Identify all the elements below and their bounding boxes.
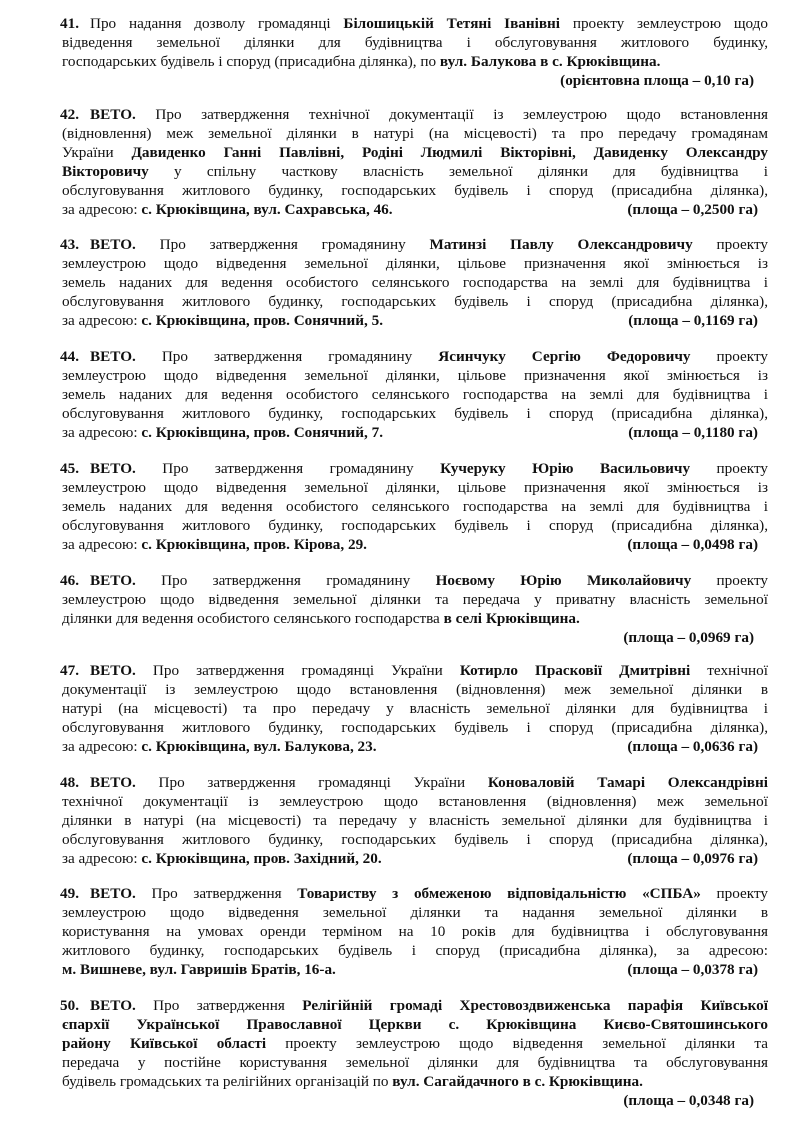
resolution-item (62, 235, 768, 330)
text-run: за адресою: (62, 201, 142, 218)
text-run: технічної (690, 662, 768, 679)
text-run: відведення земельної ділянки для будівництва і обслуговування житлового будинку, (62, 34, 768, 51)
bold-run: Давиденко Ганні Павлівні, Родіні Людмилі Вікторівні, Давиденку Олександру (131, 144, 769, 161)
bold-run: ВЕТО. (90, 348, 136, 365)
resolution-item (62, 996, 768, 1110)
bold-run: с. Крюківщина, вул. Балукова, 23. (141, 738, 377, 755)
address-row (62, 737, 768, 756)
address-line (62, 423, 383, 442)
text-run: обслуговування житлового будинку, господарських будівель і споруд (присадибна ділянка), (62, 293, 768, 310)
resolution-item (62, 571, 768, 647)
area-label: (площа – 0,0976 га) (627, 850, 758, 867)
text-run: за адресою: (62, 424, 142, 441)
resolution-item (62, 773, 768, 868)
text-run: за адресою: (62, 536, 142, 553)
text-line (62, 14, 768, 33)
bold-run: Котирло Прасковії Дмитрівні (459, 662, 691, 679)
text-run: обслуговування житлового будинку, господарських будівель і споруд (присадибна ділянка), (62, 831, 768, 848)
bold-run: Матинзі Павлу Олександровичу (429, 236, 693, 253)
text-run: ділянки в натурі (на місцевості) та передачу у власність земельної ділянки для будівництва і (62, 812, 768, 829)
text-line (62, 385, 768, 404)
text-line (62, 292, 768, 311)
resolution-item (62, 661, 768, 756)
area-label: (площа – 0,0498 га) (627, 536, 758, 553)
bold-run: Ноєвому Юрію Миколайовичу (435, 572, 692, 589)
text-run: обслуговування житлового будинку, господарських будівель і споруд (присадибна ділянка), (62, 405, 768, 422)
text-line (62, 404, 768, 423)
text-line (62, 254, 768, 273)
address-line (62, 311, 383, 330)
area-label: (площа – 0,1169 га) (628, 312, 758, 329)
address-row (62, 535, 768, 554)
text-line (62, 680, 768, 699)
bold-run: Релігійній громаді Хрестовоздвиженська парафія Київської (302, 997, 768, 1014)
text-run: проекту землеустрою щодо відведення земельної ділянки та (266, 1035, 768, 1052)
text-run: земель наданих для ведення особистого селянського господарства на землі для будівництва і (62, 274, 768, 291)
bold-run: ВЕТО. (90, 885, 136, 902)
text-line (62, 590, 768, 609)
text-line (62, 124, 768, 143)
text-line (62, 661, 768, 680)
bold-run: ВЕТО. (90, 106, 136, 123)
text-run: натурі (на місцевості) та про передачу у власність земельної ділянки для будівництва і (62, 700, 768, 717)
text-line (62, 478, 768, 497)
text-line (62, 143, 768, 162)
bold-run: с. Крюківщина, пров. Кірова, 29. (141, 536, 367, 553)
area-label: (орієнтовна площа – 0,10 га) (560, 72, 754, 89)
bold-run: ВЕТО. (90, 572, 136, 589)
area-label: (площа – 0,0378 га) (627, 961, 758, 978)
bold-run: м. Вишневе, вул. Гавришів Братів, 16-а. (62, 961, 336, 978)
text-line (62, 718, 768, 737)
resolution-item (62, 459, 768, 554)
bold-run: Ясинчуку Сергію Федоровичу (438, 348, 691, 365)
text-run: України (62, 144, 132, 161)
text-line (62, 773, 768, 792)
text-line (62, 884, 768, 903)
text-line (62, 571, 768, 590)
text-run: Про затвердження (135, 997, 303, 1014)
bold-run: вул. Балукова в с. Крюківщина. (439, 53, 661, 70)
text-run: за адресою: (62, 850, 142, 867)
text-line (62, 105, 768, 124)
resolution-item (62, 14, 768, 90)
text-line (62, 1034, 768, 1053)
bold-run: Кучеруку Юрію Васильовичу (440, 460, 691, 477)
text-run: житлового будинку, господарських будівель і споруд (присадибна ділянка), за адресою: (62, 942, 768, 959)
text-line (62, 811, 768, 830)
text-run: Про затвердження громадянину (135, 460, 441, 477)
text-line (62, 996, 768, 1015)
resolution-item (62, 884, 768, 979)
bold-run: ВЕТО. (90, 774, 136, 791)
bold-run: Коноваловій Тамарі Олександрівні (487, 774, 768, 791)
text-line (62, 1072, 768, 1091)
text-line (62, 1053, 768, 1072)
text-run: землеустрою щодо відведення земельної ділянки, цільове призначення якої змінюється із (62, 479, 768, 496)
text-run: проекту (690, 348, 768, 365)
address-row (62, 311, 768, 330)
text-line (62, 922, 768, 941)
bold-run: ВЕТО. (90, 662, 136, 679)
address-row (62, 960, 768, 979)
address-row (62, 423, 768, 442)
text-run: проекту (700, 885, 769, 902)
area-label: (площа – 0,2500 га) (627, 201, 758, 218)
address-row (62, 849, 768, 868)
text-run: ділянки для ведення особистого селянського господарства (62, 610, 444, 627)
text-run: Про затвердження громадянці України (135, 662, 460, 679)
text-line (62, 497, 768, 516)
area-label: (площа – 0,0636 га) (627, 738, 758, 755)
address-row (62, 200, 768, 219)
address-line (62, 200, 393, 219)
text-run: Про затвердження технічної документації із землеустрою щодо встановлення (135, 106, 768, 123)
text-run: землеустрою щодо відведення земельної ділянки, цільове призначення якої змінюється із (62, 367, 768, 384)
address-line (62, 737, 377, 756)
bold-run: в селі Крюківщина. (443, 610, 580, 627)
bold-run: с. Крюківщина, пров. Сонячний, 5. (141, 312, 384, 329)
bold-run: ВЕТО. (90, 460, 136, 477)
text-run: Про затвердження громадянці України (135, 774, 488, 791)
text-run: передача у постійне користування земельної ділянки для будівництва та обслуговування (62, 1054, 768, 1071)
text-line (62, 181, 768, 200)
area-label: (площа – 0,1180 га) (628, 424, 758, 441)
text-line (62, 792, 768, 811)
text-line (62, 609, 768, 628)
text-run: Про надання дозволу громадянці (90, 15, 344, 32)
text-run: Про затвердження громадянину (135, 572, 436, 589)
text-line (62, 516, 768, 535)
text-run: Про затвердження громадянину (135, 236, 430, 253)
text-line (62, 235, 768, 254)
item-number: 44. (60, 348, 79, 365)
text-run: проекту (692, 236, 768, 253)
item-number: 41. (60, 15, 79, 32)
text-run: земель наданих для ведення особистого селянського господарства на землі для будівництва і (62, 386, 768, 403)
text-line (62, 1015, 768, 1034)
text-run: проекту землеустрою щодо (560, 15, 769, 32)
text-run: проекту (690, 460, 768, 477)
text-run: землеустрою щодо відведення земельної ділянки та надання земельної ділянки в (62, 904, 768, 921)
text-line (62, 347, 768, 366)
address-line (62, 849, 382, 868)
text-line (62, 33, 768, 52)
item-number: 50. (60, 997, 79, 1014)
bold-run: с. Крюківщина, пров. Сонячний, 7. (141, 424, 384, 441)
item-number: 47. (60, 662, 79, 679)
address-line (62, 960, 336, 979)
text-run: за адресою: (62, 738, 142, 755)
text-run: Про затвердження (135, 885, 298, 902)
item-number: 43. (60, 236, 79, 253)
text-run: земель наданих для ведення особистого селянського господарства на землі для будівництва і (62, 498, 768, 515)
text-line (62, 459, 768, 478)
text-line (62, 273, 768, 292)
text-run: документації із землеустрою щодо встановлення (відновлення) меж земельної ділянки в (62, 681, 768, 698)
area-label: (площа – 0,0969 га) (623, 629, 754, 646)
bold-run: с. Крюківщина, вул. Сахравська, 46. (141, 201, 393, 218)
text-run: землеустрою щодо відведення земельної ділянки та передача у приватну власність земельної (62, 591, 768, 608)
text-line (62, 830, 768, 849)
item-number: 45. (60, 460, 79, 477)
text-run: будівель громадських та релігійних організацій по (62, 1073, 393, 1090)
text-line (62, 903, 768, 922)
item-number: 49. (60, 885, 79, 902)
bold-run: вул. Сагайдачного в с. Крюківщина. (392, 1073, 643, 1090)
item-number: 46. (60, 572, 79, 589)
address-line (62, 535, 367, 554)
area-label: (площа – 0,0348 га) (623, 1092, 754, 1109)
text-run: технічної документації із землеустрою щодо встановлення (відновлення) меж земельної (62, 793, 768, 810)
text-run: (відновлення) меж земельної ділянки в натурі (на місцевості) та про передачу громадянам (62, 125, 768, 142)
text-run: обслуговування житлового будинку, господарських будівель і споруд (присадибна ділянка), (62, 719, 768, 736)
text-run: у спільну часткову власність земельної ділянки для будівництва і (148, 163, 768, 180)
text-run: землеустрою щодо відведення земельної ділянки, цільове призначення якої змінюється із (62, 255, 768, 272)
text-run: користування на умовах оренди терміном на 10 років для будівництва і обслуговування (62, 923, 768, 940)
resolution-item (62, 105, 768, 219)
text-line (62, 162, 768, 181)
text-run: господарських будівель і споруд (присадибна ділянка), по (62, 53, 440, 70)
bold-run: ВЕТО. (90, 236, 136, 253)
bold-run: ВЕТО. (90, 997, 136, 1014)
text-line (62, 52, 768, 71)
bold-run: Вікторовичу (62, 163, 149, 180)
bold-run: єпархії Української Православної Церкви с. Крюківщина Києво-Святошинського (62, 1016, 768, 1033)
bold-run: Товариству з обмеженою відповідальністю «СПБА» (297, 885, 701, 902)
item-number: 48. (60, 774, 79, 791)
text-line (62, 699, 768, 718)
bold-run: Білошицькій Тетяні Іванівні (343, 15, 561, 32)
bold-run: району Київської області (62, 1035, 267, 1052)
item-number: 42. (60, 106, 79, 123)
text-run: проекту (691, 572, 768, 589)
text-line (62, 366, 768, 385)
bold-run: с. Крюківщина, пров. Західний, 20. (141, 850, 382, 867)
text-run: за адресою: (62, 312, 142, 329)
text-run: обслуговування житлового будинку, господарських будівель і споруд (присадибна ділянка), (62, 182, 768, 199)
text-line (62, 941, 768, 960)
resolution-item (62, 347, 768, 442)
text-run: обслуговування житлового будинку, господарських будівель і споруд (присадибна ділянка), (62, 517, 768, 534)
text-run: Про затвердження громадянину (135, 348, 439, 365)
